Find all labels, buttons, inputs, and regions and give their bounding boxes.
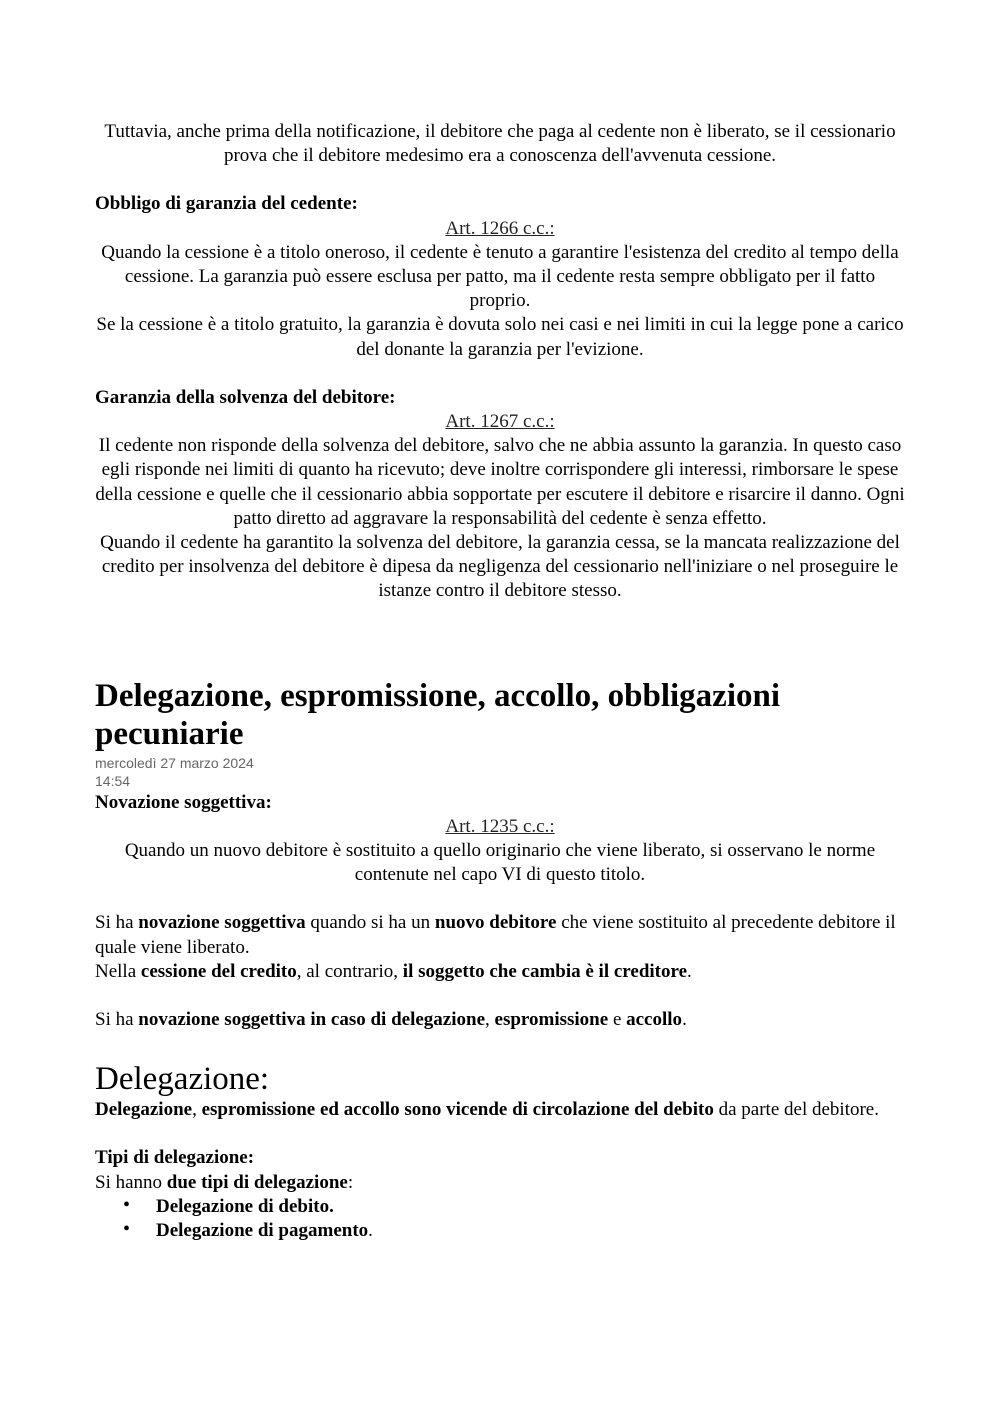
article-1267-link[interactable]: Art. 1267 c.c.: bbox=[445, 411, 555, 433]
article-1235-text: Quando un nuovo debitore è sostituito a quello originario che viene liberato, si osservano le norme contenute nel capo VI di questo titolo. bbox=[124, 840, 876, 886]
list-item: • Delegazione di pagamento. bbox=[123, 1218, 373, 1242]
novazione-label: Novazione soggettiva: bbox=[95, 791, 272, 813]
tipi-delegazione-line: Si hanno due tipi di delegazione: bbox=[95, 1171, 354, 1193]
bullet-icon: • bbox=[123, 1193, 131, 1216]
section-time: 14:54 bbox=[95, 772, 131, 789]
article-1267-text-1: Il cedente non risponde della solvenza del debitore, salvo che ne abbia assunto la garanzia. In questo caso egli risponde nei limiti di quanto ha ricevuto; deve inoltre corrispondere gli interessi, rimborsare le spese della cessione e quelle che il cessionario abbia sopportate per escutere il debitore e risarcire il danno. Ogni patto diretto ad aggravare la responsabilità del cedente è senza effetto. bbox=[95, 435, 905, 529]
garanzia-cedente-label: Obbligo di garanzia del cedente: bbox=[95, 193, 358, 215]
article-1266-text-1: Quando la cessione è a titolo oneroso, il cedente è tenuto a garantire l'esistenza del credito al tempo della cessione. La garanzia può essere esclusa per patto, ma il cedente resta sempre obbligato per il fatto proprio. bbox=[101, 241, 899, 312]
article-1267-text-2: Quando il cedente ha garantito la solvenza del debitore, la garanzia cessa, se la mancata realizzazione del credito per insolvenza del debitore è dipesa da negligenza del cessionario nell'iniziare o nel proseguire le istanze contro il debitore stesso. bbox=[100, 532, 900, 602]
section-title: Delegazione, espromissione, accollo, obbligazioni pecuniarie bbox=[95, 677, 781, 752]
intro-paragraph: Tuttavia, anche prima della notificazione, il debitore che paga al cedente non è liberato, se il cessionario prova che il debitore medesimo era a conoscenza dell'avvenuta cessione. bbox=[104, 121, 896, 167]
novazione-sentence-2: Nella cessione del credito, al contrario, il soggetto che cambia è il creditore. bbox=[95, 960, 692, 982]
document-content bbox=[95, 120, 905, 1243]
article-1266-link[interactable]: Art. 1266 c.c.: bbox=[445, 217, 555, 239]
tipi-delegazione-label: Tipi di delegazione: bbox=[95, 1147, 255, 1169]
article-1266-text-2: Se la cessione è a titolo gratuito, la garanzia è dovuta solo nei casi e nei limiti in cui la legge pone a carico del donante la garanzia per l'evizione. bbox=[96, 314, 904, 360]
bullet-icon: • bbox=[123, 1218, 131, 1241]
garanzia-solvenza-label: Garanzia della solvenza del debitore: bbox=[95, 386, 396, 408]
novazione-sentence-3: Si ha novazione soggettiva in caso di delegazione, espromissione e accollo. bbox=[95, 1009, 687, 1031]
section-date: mercoledì 27 marzo 2024 bbox=[95, 754, 254, 771]
list-item: • Delegazione di debito. bbox=[123, 1193, 334, 1217]
delegazione-heading: Delegazione: bbox=[95, 1061, 270, 1098]
article-1235-link[interactable]: Art. 1235 c.c.: bbox=[445, 815, 555, 837]
delegazione-intro: Delegazione, espromissione ed accollo sono vicende di circolazione del debito da parte del debitore. bbox=[95, 1099, 879, 1121]
novazione-sentence-1: Si ha novazione soggettiva quando si ha un nuovo debitore che viene sostituito al precedente debitore il quale viene liberato. bbox=[95, 912, 896, 958]
tipi-delegazione-list bbox=[95, 1195, 905, 1243]
